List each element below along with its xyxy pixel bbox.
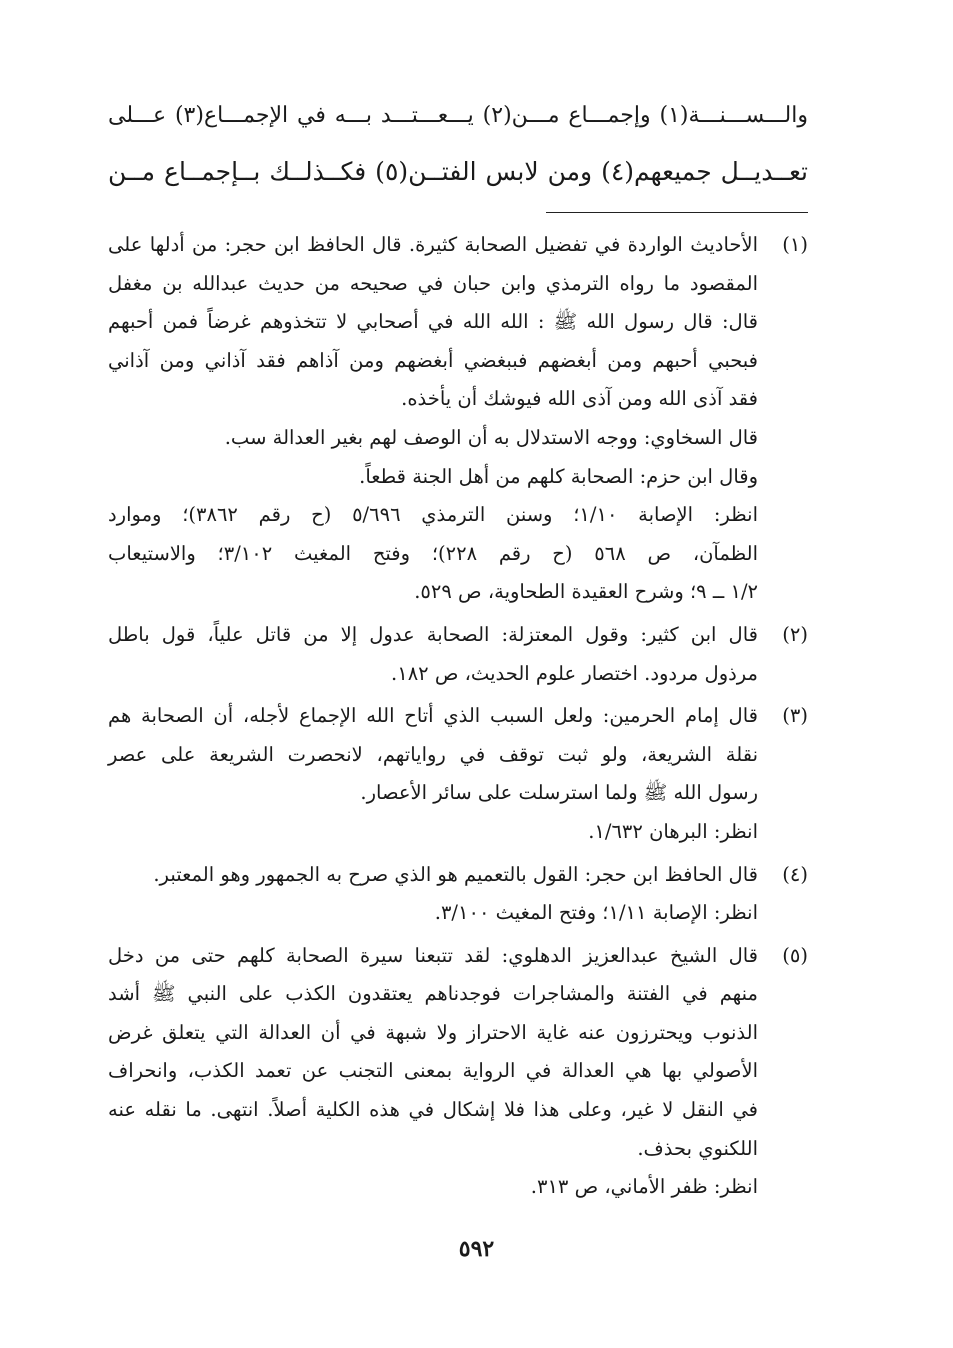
footnote-line: نقلة الشريعة، ولو ثبت توقف في رواياتهم، لانحصرت الشريعة على عصر: [108, 742, 758, 766]
main-text-line: والـــســـنـــة(١) وإجمـــاع مـــن(٢) يـــعـــتـــد بـــه في الإجمـــاع(٣) عـــلى: [108, 103, 808, 128]
footnote-line: الظمآن، ص ٥٦٨ (ح رقم ٢٢٨)؛ وفتح المغيث ٣/١٠٢؛ والاستيعاب: [108, 541, 759, 565]
footnote-line: ١/٢ ــ ٩؛ وشرح العقيدة الطحاوية، ص ٥٢٩.: [414, 580, 758, 604]
footnote-line: المقصود ما رواه الترمذي وابن حبان في صحيحه من حديث عبدالله بن مغفل: [108, 271, 758, 295]
footnote-5: [108, 937, 808, 1207]
footnote-line: الأصولي بها هي العدالة في الرواية بمعنى التجنب عن تعمد الكذب، وانحراف: [108, 1059, 758, 1083]
footnote-number: (١): [782, 233, 808, 256]
footnote-line: وقال ابن حزم: الصحابة كلهم من أهل الجنة قطعاً.: [359, 464, 758, 488]
footnote-2: [108, 616, 808, 693]
footnote-separator: [546, 212, 808, 213]
footnote-line: الأحاديث الواردة في تفضيل الصحابة كثيرة. قال الحافظ ابن حجر: من أدلها على: [108, 233, 758, 256]
footnote-line: منهم في الفتنة والمشاجرات فوجدناهم يعتقدون الكذب على النبي ﷺ أشد: [108, 982, 758, 1006]
footnotes: [108, 226, 808, 1211]
page-number: ٥٩٢: [458, 1236, 495, 1262]
footnote-number: (٣): [782, 704, 808, 728]
main-text-line: تعــديــل جميعهم(٤) ومن لابس الفتــن(٥) فكــذلــك بــإجمــاع مــن: [108, 157, 808, 186]
footnote-line: قال السخاوي: ووجه الاستدلال به أن الوصف لهم بغير العدالة سب.: [224, 425, 758, 449]
footnote-line: قال ابن كثير: وقول المعتزلة: الصحابة عدول إلا من قاتل علياً، قول باطل: [108, 622, 758, 646]
footnote-line: قال الشيخ عبدالعزيز الدهلوي: لقد تتبعنا سيرة الصحابة كلهم حتى من دخل: [108, 943, 758, 967]
footnote-line: في النقل لا غير، وعلى هذا فلا إشكال في هذه الكلية أصلاً. انتهى. ما نقله عنه: [108, 1098, 758, 1122]
footnote-line: قال: قال رسول الله ﷺ : الله الله في أصحابي لا تتخذوهم غرضاً فمن أحبهم: [108, 310, 758, 334]
footnote-line: فقد آذى الله ومن آذى الله فيوشك أن يأخذه.: [401, 387, 758, 411]
footnote-line: انظر: الإصابة ١/١٠؛ وسنن الترمذي ٥/٦٩٦ (ح رقم ٣٨٦٢)؛ وموارد: [108, 503, 758, 527]
footnote-1: [108, 226, 808, 612]
footnote-line: انظر: البرهان ١/٦٣٢.: [588, 819, 758, 843]
footnote-number: (٤): [782, 862, 808, 886]
footnote-line: رسول الله ﷺ ولما استرسلت على سائر الأعصار.: [360, 781, 758, 805]
main-text: [108, 88, 808, 200]
footnote-line: فبحبي أحبهم ومن أبغضهم فببغضي أبغضهم ومن آذاهم فقد آذاني ومن آذاني: [108, 348, 758, 372]
footnote-line: قال إمام الحرمين: ولعل السبب الذي أتاح الله الإجماع لأجله، أن الصحابة هم: [108, 704, 758, 728]
footnote-line: مرذول مردود. اختصار علوم الحديث، ص ١٨٢.: [391, 661, 758, 685]
footnote-line: انظر: الإصابة ١/١١؛ وفتح المغيث ٣/١٠٠.: [434, 901, 758, 925]
footnote-line: اللكنوي بحذف.: [637, 1136, 758, 1160]
footnote-3: [108, 697, 808, 851]
footnote-number: (٥): [782, 943, 808, 967]
footnote-number: (٢): [782, 622, 808, 646]
footnote-line: انظر: ظفر الأماني، ص ٣١٣.: [530, 1175, 758, 1199]
footnote-line: الذنوب ويحترزون عنه غاية الاحتراز ولا شبهة في أن العدالة التي يتعلق غرض: [108, 1020, 758, 1044]
footnote-4: [108, 856, 808, 933]
footnote-line: قال الحافظ ابن حجر: القول بالتعميم هو الذي صرح به الجمهور وهو المعتبر.: [153, 862, 758, 886]
